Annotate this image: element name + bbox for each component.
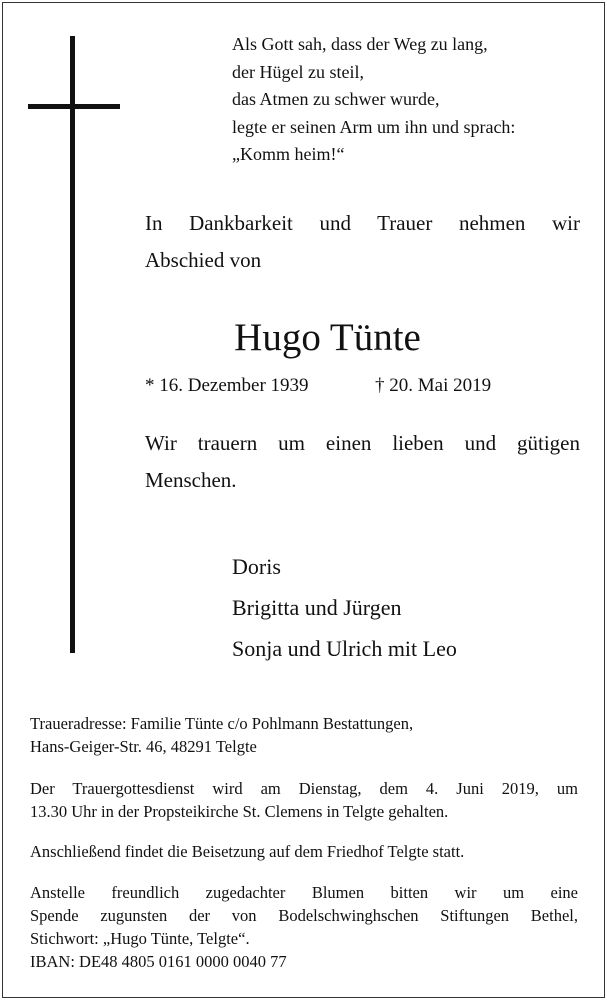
donation-info	[30, 881, 578, 973]
donation-line: Anstelle freundlich zugedachter Blumen bitten wir um eine	[30, 883, 578, 902]
service-line: 13.30 Uhr in der Propsteikirche St. Clemens in Telgte gehalten.	[30, 802, 449, 821]
iban-line: IBAN: DE48 4805 0161 0000 0040 77	[30, 952, 287, 971]
mourning-line: Menschen.	[145, 468, 237, 492]
mourning-line: Wir trauern um einen lieben und gütigen	[145, 431, 580, 455]
cross-horizontal-bar	[28, 104, 120, 109]
deceased-name: Hugo Tünte	[234, 316, 421, 359]
poem-line: das Atmen zu schwer wurde,	[232, 89, 440, 109]
birth-date: * 16. Dezember 1939	[145, 375, 309, 396]
burial-info	[30, 840, 578, 863]
family-member: Sonja und Ulrich mit Leo	[232, 636, 457, 661]
donation-line: Spende zugunsten der von Bodelschwinghschen Stiftungen Bethel,	[30, 906, 578, 925]
mourning-address	[30, 712, 578, 758]
burial-line: Anschließend findet die Beisetzung auf dem Friedhof Telgte statt.	[30, 842, 465, 861]
poem-line: „Komm heim!“	[232, 144, 345, 164]
service-line: Der Trauergottesdienst wird am Dienstag, dem 4. Juni 2019, um	[30, 779, 578, 798]
family-member: Doris	[232, 554, 281, 579]
family-list	[232, 546, 457, 669]
intro-line: In Dankbarkeit und Trauer nehmen wir	[145, 211, 580, 235]
poem	[232, 31, 515, 169]
poem-line: der Hügel zu steil,	[232, 61, 364, 82]
intro-line: Abschied von	[145, 248, 262, 272]
donation-line: Stichwort: „Hugo Tünte, Telgte“.	[30, 929, 250, 948]
death-date: † 20. Mai 2019	[375, 375, 492, 396]
intro-text	[145, 205, 580, 279]
address-line: Traueradresse: Familie Tünte c/o Pohlmann Bestattungen,	[30, 714, 414, 733]
address-line: Hans-Geiger-Str. 46, 48291 Telgte	[30, 737, 257, 756]
mourning-text	[145, 425, 580, 499]
poem-line: Als Gott sah, dass der Weg zu lang,	[232, 34, 488, 54]
family-member: Brigitta und Jürgen	[232, 595, 402, 620]
funeral-service-info	[30, 777, 578, 823]
poem-line: legte er seinen Arm um ihn und sprach:	[232, 116, 516, 137]
